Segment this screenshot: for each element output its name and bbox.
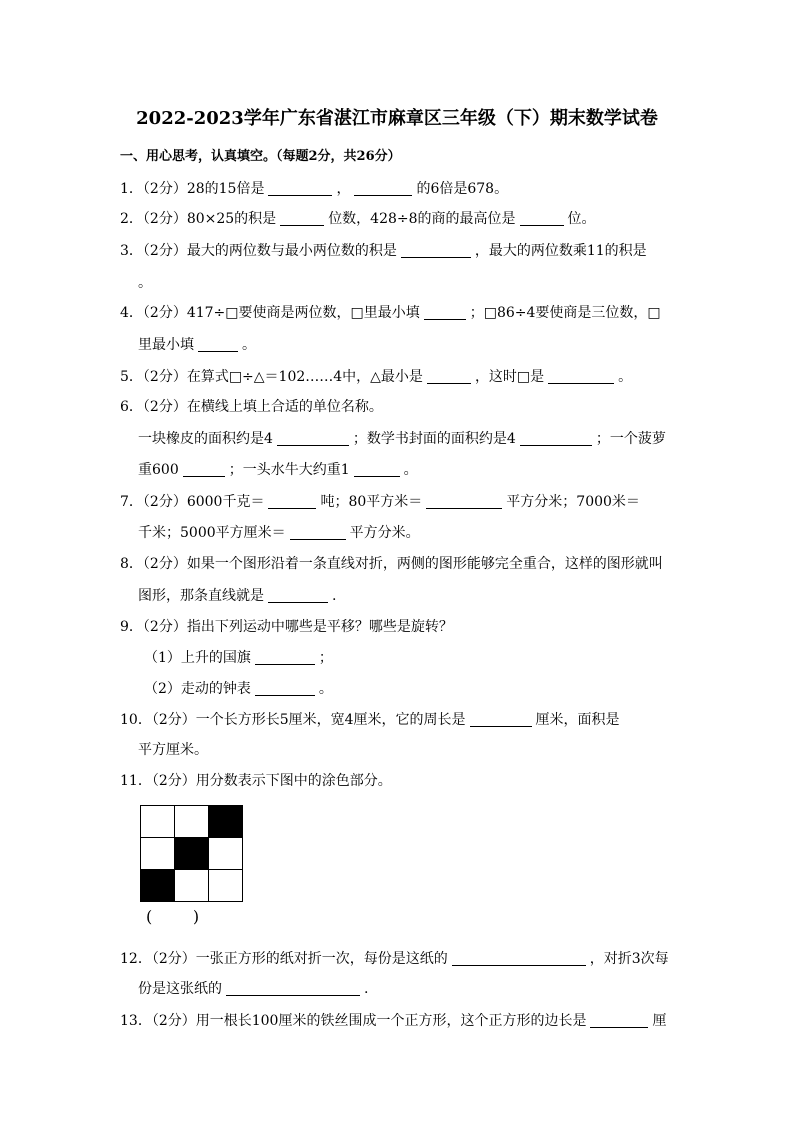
q9-text-2: （1）上升的国旗 bbox=[144, 650, 251, 666]
q4-blank-2 bbox=[198, 337, 238, 352]
q12-blank-1 bbox=[452, 951, 586, 966]
question-4-cont bbox=[138, 334, 256, 354]
q5-text-3: 。 bbox=[618, 369, 633, 385]
q13-text-2: 厘 bbox=[652, 1013, 667, 1029]
question-4 bbox=[120, 302, 661, 322]
q12-text-3: 份是这张纸的 bbox=[138, 981, 222, 997]
q10-text: 10．（2分）一个长方形长5厘米，宽4厘米，它的周长是 bbox=[120, 712, 466, 728]
q6-text-3: ；数学书封面的面积约是4 bbox=[352, 431, 516, 447]
question-11 bbox=[120, 770, 392, 790]
q12-blank-2 bbox=[226, 981, 360, 996]
q13-blank-1 bbox=[590, 1013, 648, 1028]
q11-text: 11．（2分）用分数表示下图中的涂色部分。 bbox=[120, 773, 392, 789]
question-10-cont bbox=[138, 739, 208, 759]
q2-text-3: 位。 bbox=[567, 211, 596, 227]
q1-text-2: ， bbox=[336, 181, 351, 197]
q9-text-4: （2）走动的钟表 bbox=[144, 681, 251, 697]
q6-text-7: 。 bbox=[403, 462, 418, 478]
q7-blank-3 bbox=[290, 525, 346, 540]
q1-blank-2 bbox=[354, 181, 412, 196]
q6-text: 6．（2分）在横线上填上合适的单位名称。 bbox=[120, 399, 383, 415]
q7-text: 7．（2分）6000千克＝ bbox=[120, 494, 265, 510]
q3-text-2: ，最大的两位数乘11的积是 bbox=[474, 243, 647, 259]
q9-text: 9．（2分）指出下列运动中哪些是平移？哪些是旋转？ bbox=[120, 619, 453, 635]
page-title: 2022-2023学年广东省湛江市麻章区三年级（下）期末数学试卷 bbox=[136, 108, 658, 129]
q8-blank-1 bbox=[268, 588, 328, 603]
question-7 bbox=[120, 491, 640, 511]
question-9 bbox=[120, 616, 453, 636]
q3-text-3: 。 bbox=[138, 275, 152, 291]
section-heading: 一、用心思考，认真填空。（每题2分，共26分） bbox=[120, 149, 401, 164]
q9-blank-2 bbox=[255, 681, 315, 696]
q13-text: 13．（2分）用一根长100厘米的铁丝围成一个正方形，这个正方形的边长是 bbox=[120, 1013, 587, 1029]
shaded-grid-figure bbox=[140, 805, 243, 902]
question-6 bbox=[120, 396, 383, 416]
q5-blank-2 bbox=[548, 369, 614, 384]
q12-text: 12．（2分）一张正方形的纸对折一次，每份是这纸的 bbox=[120, 951, 448, 967]
question-3 bbox=[120, 240, 647, 260]
q4-text: 4．（2分）417÷□要使商是两位数，□里最小填 bbox=[120, 305, 420, 321]
q7-text-4: 千米；5000平方厘米＝ bbox=[138, 525, 286, 541]
q8-text: 8．（2分）如果一个图形沿着一条直线对折，两侧的图形能够完全重合，这样的图形就叫 bbox=[120, 556, 663, 572]
question-1 bbox=[120, 178, 508, 198]
q9-blank-1 bbox=[255, 650, 315, 665]
q6-text-4: ；一个菠萝 bbox=[595, 431, 666, 447]
question-8 bbox=[120, 553, 663, 573]
q2-blank-1 bbox=[280, 211, 324, 226]
q5-blank-1 bbox=[427, 369, 471, 384]
q6-text-5: 重600 bbox=[138, 462, 179, 478]
grid-cell-empty bbox=[141, 806, 175, 838]
question-7-cont bbox=[138, 522, 420, 542]
question-9-item-1 bbox=[144, 647, 333, 667]
question-13 bbox=[120, 1010, 666, 1030]
question-3-cont bbox=[138, 272, 152, 292]
grid-cell-shaded bbox=[141, 870, 175, 902]
q9-text-3: ； bbox=[318, 650, 333, 666]
q7-text-5: 平方分米。 bbox=[349, 525, 420, 541]
q6-blank-2 bbox=[520, 431, 592, 446]
q12-text-4: . bbox=[364, 981, 369, 997]
q4-text-3: 里最小填 bbox=[138, 337, 194, 353]
q2-text-2: 位数，428÷8的商的最高位是 bbox=[328, 211, 516, 227]
grid-cell-shaded bbox=[175, 838, 209, 870]
question-10 bbox=[120, 709, 620, 729]
q12-text-2: ，对折3次每 bbox=[589, 951, 669, 967]
grid-cell-empty bbox=[175, 806, 209, 838]
q10-text-2: 厘米，面积是 bbox=[535, 712, 620, 728]
question-2 bbox=[120, 208, 596, 228]
question-5 bbox=[120, 366, 632, 386]
q7-text-3: 平方分米；7000米＝ bbox=[506, 494, 640, 510]
q7-blank-2 bbox=[426, 494, 502, 509]
q4-text-4: 。 bbox=[242, 337, 256, 353]
q3-blank-1 bbox=[401, 243, 471, 258]
q3-text: 3．（2分）最大的两位数与最小两位数的积是 bbox=[120, 243, 397, 259]
q11-answer-parens: ( ) bbox=[146, 907, 200, 926]
q6-text-2: 一块橡皮的面积约是4 bbox=[138, 431, 273, 447]
question-12 bbox=[120, 948, 669, 968]
q10-blank-1 bbox=[470, 712, 532, 727]
q6-text-6: ；一头水牛大约重1 bbox=[228, 462, 350, 478]
question-9-item-2 bbox=[144, 678, 333, 698]
q1-text-3: 的6倍是678。 bbox=[416, 181, 509, 197]
question-12-cont bbox=[138, 978, 368, 998]
question-8-cont bbox=[138, 585, 336, 605]
q8-text-2: 图形，那条直线就是 bbox=[138, 588, 264, 604]
grid-cell-shaded bbox=[209, 806, 243, 838]
grid-cell-empty bbox=[209, 838, 243, 870]
q2-blank-2 bbox=[520, 211, 564, 226]
q4-text-2: ；□86÷4要使商是三位数，□ bbox=[469, 305, 661, 321]
q1-blank-1 bbox=[268, 181, 332, 196]
question-6-cont-1 bbox=[138, 428, 666, 448]
q8-text-3: . bbox=[332, 588, 337, 604]
q4-blank-1 bbox=[424, 305, 466, 320]
grid-cell-empty bbox=[209, 870, 243, 902]
q7-blank-1 bbox=[268, 494, 316, 509]
grid-cell-empty bbox=[141, 838, 175, 870]
q9-text-5: 。 bbox=[318, 681, 333, 697]
question-6-cont-2 bbox=[138, 459, 418, 479]
grid-cell-empty bbox=[175, 870, 209, 902]
q6-blank-3 bbox=[183, 462, 225, 477]
q5-text-2: ，这时□是 bbox=[474, 369, 545, 385]
q7-text-2: 吨；80平方米＝ bbox=[320, 494, 423, 510]
q6-blank-1 bbox=[277, 431, 349, 446]
q2-text: 2．（2分）80×25的积是 bbox=[120, 211, 277, 227]
q6-blank-4 bbox=[354, 462, 400, 477]
q10-text-3: 平方厘米。 bbox=[138, 742, 208, 758]
q5-text: 5．（2分）在算式□÷△＝102……4中，△最小是 bbox=[120, 369, 423, 385]
q1-text: 1．（2分）28的15倍是 bbox=[120, 181, 265, 197]
